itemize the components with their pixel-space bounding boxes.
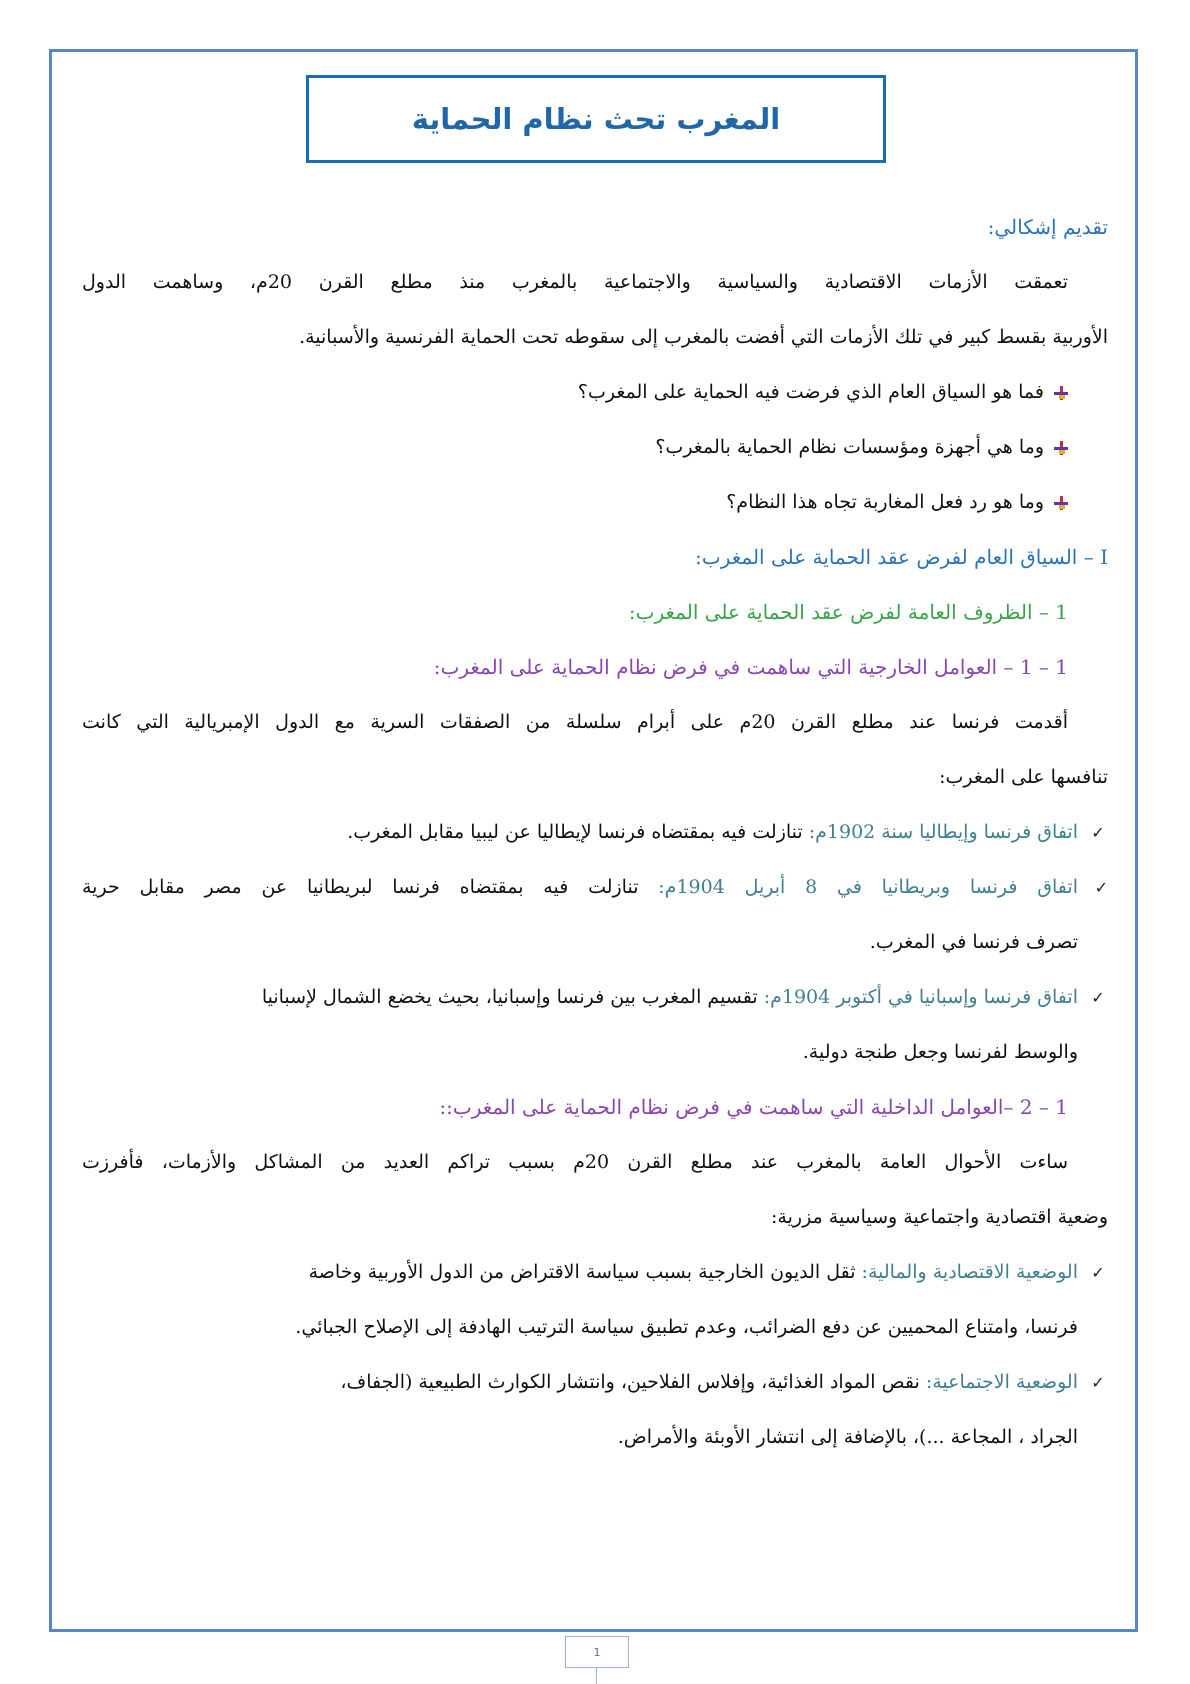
checkmark-icon: ✓ bbox=[1091, 823, 1105, 842]
intro-heading: تقديم إشكالي: bbox=[987, 215, 1108, 239]
agreement-item bbox=[82, 805, 1108, 860]
cross-bullet-icon bbox=[1054, 441, 1068, 455]
checkmark-icon: ✓ bbox=[1091, 988, 1105, 1007]
intro-paragraph-line-2: الأوربية بقسط كبير في تلك الأزمات التي أفضت بالمغرب إلى سقوطه تحت الحماية الفرنسية والأسبانية. bbox=[299, 326, 1108, 348]
agreement-label: اتفاق فرنسا وإيطاليا سنة 1902م: bbox=[808, 821, 1078, 843]
cross-bullet-icon bbox=[1054, 496, 1068, 510]
condition-label: الوضعية الاجتماعية: bbox=[925, 1371, 1078, 1393]
agreement-item bbox=[82, 970, 1108, 1025]
condition-continuation: الجراد ، المجاعة ...)، بالإضافة إلى انتشار الأوبئة والأمراض. bbox=[617, 1426, 1078, 1448]
document-body bbox=[82, 200, 1108, 1465]
question-item bbox=[82, 475, 1108, 530]
condition-label: الوضعية الاقتصادية والمالية: bbox=[861, 1261, 1078, 1283]
internal-paragraph-line-2: وضعية اقتصادية واجتماعية وسياسية مزرية: bbox=[771, 1206, 1108, 1228]
condition-text: نقص المواد الغذائية، وإفلاس الفلاحين، وانتشار الكوارث الطبيعية (الجفاف، bbox=[340, 1371, 926, 1393]
intro-paragraph-line-1: تعمقت الأزمات الاقتصادية والسياسية والاجتماعية بالمغرب منذ مطلع القرن 20م، وساهمت الدول bbox=[82, 271, 1068, 293]
checkmark-icon: ✓ bbox=[1091, 1263, 1105, 1282]
agreement-text: تقسيم المغرب بين فرنسا وإسبانيا، بحيث يخضع الشمال لإسبانيا bbox=[261, 986, 764, 1008]
agreement-label: اتفاق فرنسا وبريطانيا في 8 أبريل 1904م: bbox=[658, 876, 1078, 898]
subsubsection-heading-external: 1 – 1 – العوامل الخارجية التي ساهمت في فرض نظام الحماية على المغرب: bbox=[433, 655, 1068, 679]
external-paragraph-line-1: أقدمت فرنسا عند مطلع القرن 20م على أبرام سلسلة من الصفقات السرية مع الدول الإمبريالية التي كانت bbox=[82, 711, 1068, 733]
agreement-item bbox=[82, 860, 1108, 915]
question-text: وما هو رد فعل المغاربة تجاه هذا النظام؟ bbox=[726, 491, 1044, 513]
page-number: 1 bbox=[565, 1636, 629, 1668]
section-heading: I – السياق العام لفرض عقد الحماية على المغرب: bbox=[695, 545, 1108, 569]
subsection-heading: 1 – الظروف العامة لفرض عقد الحماية على المغرب: bbox=[628, 600, 1068, 624]
agreement-continuation: تصرف فرنسا في المغرب. bbox=[869, 931, 1078, 953]
external-paragraph-line-2: تنافسها على المغرب: bbox=[939, 766, 1108, 788]
condition-item bbox=[82, 1355, 1108, 1410]
title-box bbox=[306, 75, 886, 163]
agreement-text: تنازلت فيه بمقتضاه فرنسا لإيطاليا عن ليبيا مقابل المغرب. bbox=[347, 821, 809, 843]
agreement-text: تنازلت فيه بمقتضاه فرنسا لبريطانيا عن مصر مقابل حرية bbox=[82, 876, 659, 898]
internal-paragraph-line-1: ساءت الأحوال العامة بالمغرب عند مطلع القرن 20م بسبب تراكم العديد من المشاكل والأزمات، فأفرزت bbox=[82, 1151, 1068, 1173]
question-item bbox=[82, 365, 1108, 420]
question-text: فما هو السياق العام الذي فرضت فيه الحماية على المغرب؟ bbox=[577, 381, 1044, 403]
agreement-continuation: والوسط لفرنسا وجعل طنجة دولية. bbox=[802, 1041, 1078, 1063]
agreement-label: اتفاق فرنسا وإسبانيا في أكتوبر 1904م: bbox=[763, 986, 1078, 1008]
page-title: المغرب تحث نظام الحماية bbox=[411, 102, 781, 136]
question-item bbox=[82, 420, 1108, 475]
cross-bullet-icon bbox=[1054, 386, 1068, 400]
condition-item bbox=[82, 1245, 1108, 1300]
subsubsection-heading-internal: 1 – 2 –العوامل الداخلية التي ساهمت في فرض نظام الحماية على المغرب:: bbox=[439, 1095, 1068, 1119]
question-text: وما هي أجهزة ومؤسسات نظام الحماية بالمغرب؟ bbox=[655, 436, 1044, 458]
condition-continuation: فرنسا، وامتناع المحميين عن دفع الضرائب، وعدم تطبيق سياسة الترتيب الهادفة إلى الإصلاح الجبائي. bbox=[295, 1316, 1078, 1338]
condition-text: ثقل الديون الخارجية بسبب سياسة الاقتراض من الدول الأوربية وخاصة bbox=[308, 1261, 862, 1283]
checkmark-icon: ✓ bbox=[1091, 1373, 1105, 1392]
page-number-connector bbox=[596, 1668, 597, 1684]
checkmark-icon: ✓ bbox=[1094, 878, 1108, 897]
